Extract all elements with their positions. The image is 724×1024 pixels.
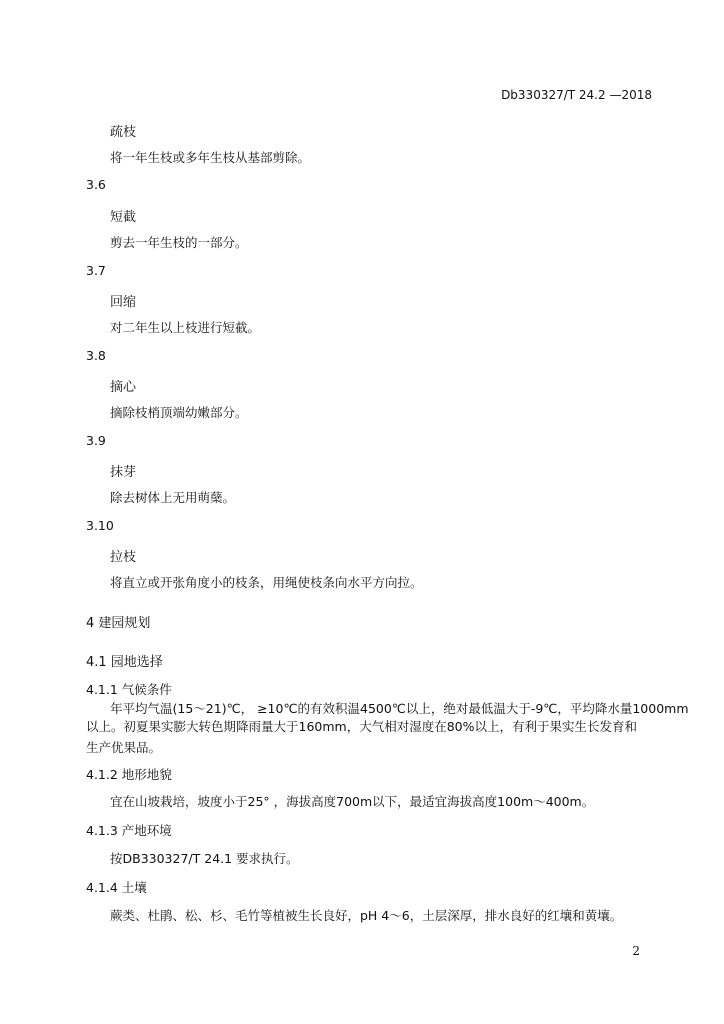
- clause-number: 3.7: [86, 263, 106, 278]
- term-title: 短截: [110, 210, 137, 225]
- term-title: 摘心: [110, 380, 137, 395]
- clause-text: 以上。初夏果实膨大转色期降雨量大于160mm，大气相对湿度在80%以上，有利于果实生长发育和生产优果品。: [86, 719, 637, 755]
- clause-number: 3.9: [86, 433, 106, 448]
- term-definition: 摘除枝梢顶端幼嫩部分。: [110, 405, 248, 420]
- clause-heading: 4.1.4 土壤: [86, 880, 147, 895]
- clause-number: 3.8: [86, 348, 106, 363]
- clause-heading: 4.1.2 地形地貌: [86, 767, 172, 782]
- clause-number: 3.10: [86, 518, 114, 533]
- clause-text: 蕨类、杜鹃、松、杉、毛竹等植被生长良好，pH 4～6，土层深厚，排水良好的红壤和黄壤。: [110, 908, 623, 923]
- clause-text: 宜在山坡栽培，坡度小于25° ，海拔高度700m以下，最适宜海拔高度100m～400m。: [110, 794, 595, 809]
- term-definition: 剪去一年生枝的一部分。: [110, 235, 248, 250]
- standard-code-header: Db330327/T 24.2 —2018: [501, 88, 652, 102]
- term-definition: 将直立或开张角度小的枝条，用绳使枝条向水平方向拉。: [110, 575, 423, 590]
- term-definition: 除去树体上无用萌蘖。: [110, 490, 236, 505]
- clause-heading: 4.1.1 气候条件: [86, 682, 172, 697]
- term-definition: 将一年生枝或多年生枝从基部剪除。: [110, 150, 311, 165]
- clause-heading: 4.1.3 产地环境: [86, 823, 172, 838]
- term-title: 疏枝: [110, 125, 137, 140]
- clause-text: 按DB330327/T 24.1 要求执行。: [110, 851, 299, 866]
- page-number: 2: [632, 944, 640, 958]
- clause-number: 3.6: [86, 177, 106, 192]
- term-title: 抹芽: [110, 465, 137, 480]
- term-definition: 对二年生以上枝进行短截。: [110, 320, 261, 335]
- section-heading: 4 建园规划: [86, 616, 151, 631]
- term-title: 拉枝: [110, 550, 137, 565]
- term-title: 回缩: [110, 295, 137, 310]
- clause-text: 年平均气温(15～21)℃， ≥10℃的有效积温4500℃以上，绝对最低温大于-9℃，平均降水量1000mm: [110, 701, 689, 716]
- subsection-heading: 4.1 园地选择: [86, 655, 163, 670]
